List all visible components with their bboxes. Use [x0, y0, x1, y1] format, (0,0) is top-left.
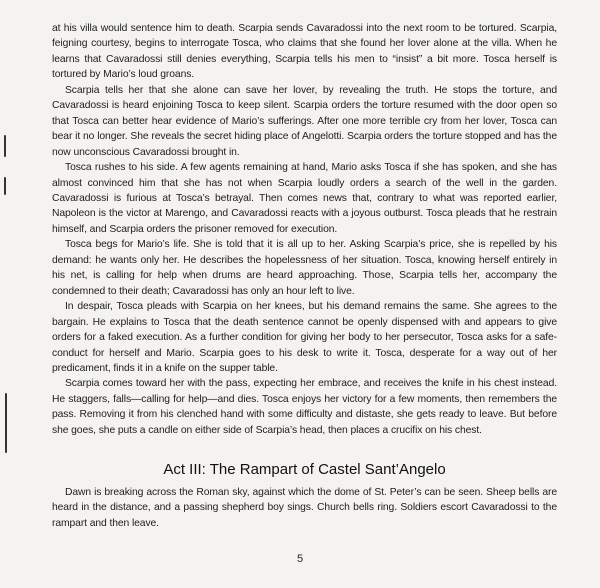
- act-ii-synopsis: [52, 21, 557, 438]
- paragraph: Scarpia comes toward her with the pass, expecting her embrace, and receives the knife in his chest instead. He staggers, falls—calling for help—and dies. Tosca enjoys her victory for a few moments, then remembers the pass. Removing it from his clenched hand with some difficulty and distaste, she gets ready to leave. But before she goes, she puts a candle on either side of Scarpia’s head, then places a crucifix on his chest.: [52, 378, 557, 436]
- binding-mark-bottom: [5, 393, 7, 453]
- binding-mark-middle: [4, 177, 6, 195]
- paragraph: Scarpia tells her that she alone can save her lover, by revealing the truth. He stops the torture, and Cavaradossi is heard enjoining Tosca to keep silent. Scarpia orders the torture resumed with the door open so that Tosca can better hear evidence of Mario’s sufferings. After one more terrible cry from her lover, Tosca can bear it no longer. She reveals the secret hiding place of Angelotti. Scarpia orders the torture stopped and has the now unconscious Cavaradossi brought in.: [52, 84, 557, 158]
- page-number: 5: [296, 553, 304, 565]
- act-iii-synopsis: [52, 485, 557, 531]
- paragraph: at his villa would sentence him to death. Scarpia sends Cavaradossi into the next room to be tortured. Scarpia, feigning courtesy, begins to interrogate Tosca, who claims that she found her lover alone at the villa. When he learns that Cavaradossi still denies everything, Scarpia tells his men to “insist” a bit more. Tosca herself is tortured by Mario’s loud groans.: [52, 23, 557, 81]
- paragraph: Tosca begs for Mario’s life. She is told that it is all up to her. Asking Scarpia’s price, she is repelled by his demand: he wants only her. He describes the hopelessness of her situation. Tosca, knowing herself entirely in his net, is calling for help when drums are heard approaching. Those, Scarpia tells her, accompany the condemned to their death; Cavaradossi has only an hour left to live.: [52, 239, 557, 297]
- act-heading: Act III: The Rampart of Castel Sant’Angelo: [163, 461, 446, 478]
- binding-mark-top: [4, 135, 6, 157]
- paragraph: Dawn is breaking across the Roman sky, against which the dome of St. Peter’s can be seen. Sheep bells are heard in the distance, and a passing shepherd boy sings. Church bells ring. Soldiers escort Cavaradossi to the rampart and then leave.: [52, 487, 557, 529]
- paragraph: In despair, Tosca pleads with Scarpia on her knees, but his demand remains the same. She agrees to the bargain. He explains to Tosca that the death sentence cannot be openly dispensed with and appears to give orders for a faked execution. As a further condition for giving her body to her persecutor, Tosca asks for a safe-conduct for herself and Mario. Scarpia goes to his desk to write it. Tosca, desperate for a way out of her predicament, finds it in a knife on the supper table.: [52, 301, 557, 374]
- paragraph: Tosca rushes to his side. A few agents remaining at hand, Mario asks Tosca if she has spoken, and she has almost convinced him that she has not when Scarpia loudly orders a search of the well in the garden. Cavaradossi is furious at Tosca’s betrayal. Then comes news that, contrary to what was reported earlier, Napoleon is the victor at Marengo, and Cavaradossi reacts with a joyous outburst. Tosca pleads that he restrain himself, and Scarpia orders the prisoner removed for execution.: [52, 162, 557, 235]
